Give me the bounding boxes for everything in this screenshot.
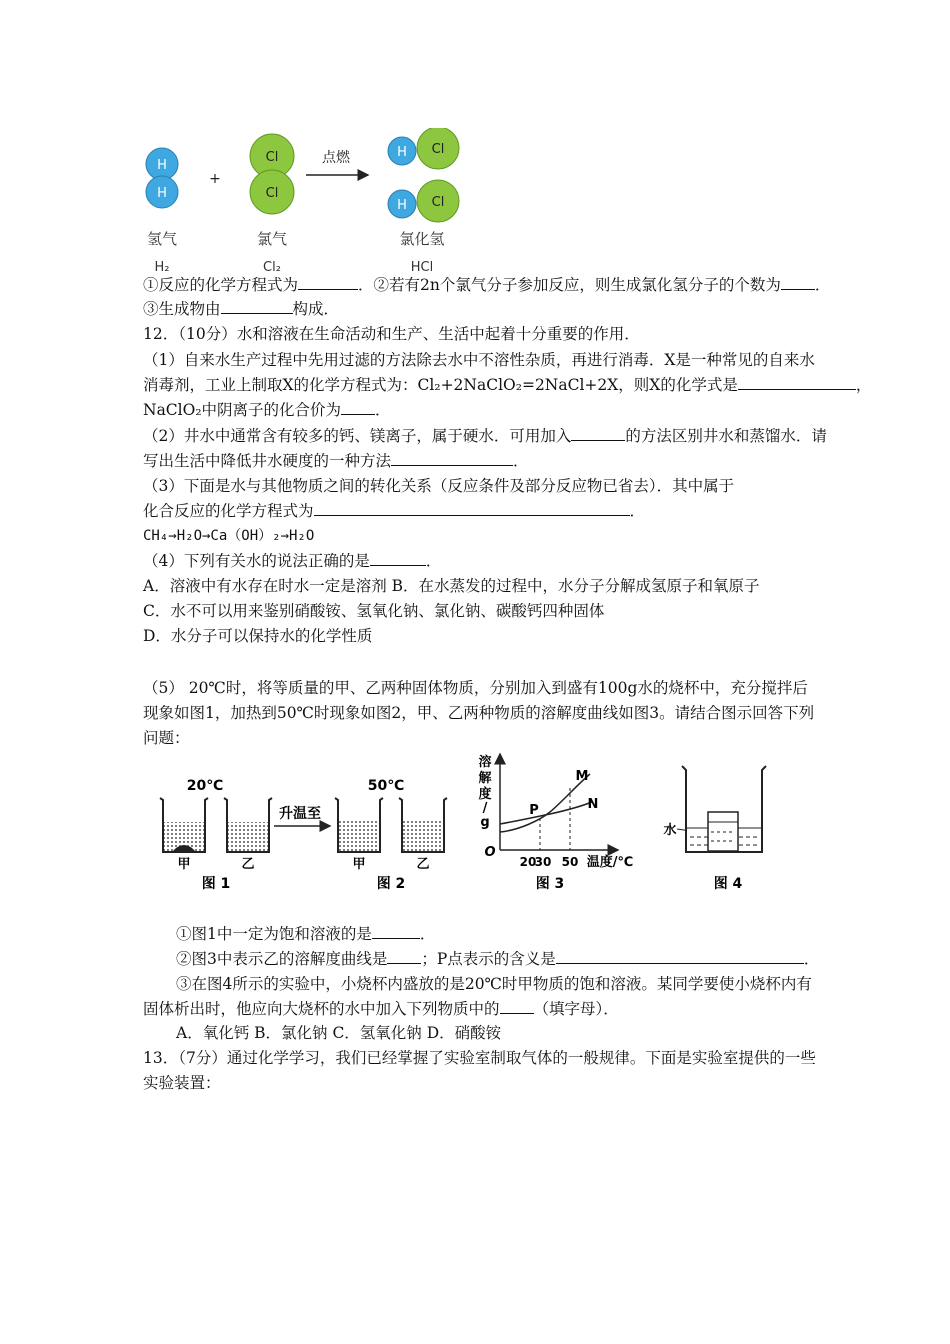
origin-label: O (484, 845, 496, 860)
x-tick-30: 30 (534, 855, 552, 869)
answer-blank[interactable] (298, 275, 358, 290)
answer-blank[interactable] (781, 275, 815, 290)
figure-4 (663, 766, 766, 892)
svg-text:溶: 溶 (478, 755, 492, 770)
q11-line-2: ③生成物由 构成． (143, 300, 340, 318)
fig2-label: 图 2 (376, 876, 406, 892)
answer-blank[interactable] (387, 949, 421, 964)
q12-p5-sub3-options: A．氧化钙 B．氯化钠 C．氢氧化钠 D．硝酸铵 (176, 1024, 502, 1042)
q13-line-2: 实验装置： (143, 1074, 221, 1092)
curve-N-label: N (587, 797, 599, 812)
fig1-label: 图 1 (201, 876, 231, 892)
h-atom-label: H (157, 186, 167, 201)
h-atom-label: H (397, 198, 407, 213)
jia-label: 甲 (352, 857, 366, 872)
figure-1 (160, 778, 272, 892)
figure-2 (335, 778, 447, 892)
q13-line-1: 13．（7分）通过化学学习，我们已经掌握了实验室制取气体的一般规律。下面是实验室提供的一些 (143, 1049, 816, 1067)
hcl-molecule (388, 128, 459, 169)
answer-blank[interactable] (341, 400, 375, 415)
x-tick-50: 50 (561, 855, 579, 869)
q12-p1-line-1: （1）自来水生产过程中先用过滤的方法除去水中不溶性杂质，再进行消毒．X是一种常见的自来水 (143, 351, 815, 369)
q12-p1-line-2: 消毒剂，工业上制取X的化学方程式为：Cl₂+2NaClO₂=2NaCl+2X，则X的化学式是 ， (143, 376, 872, 394)
hydrogen-formula: H₂ (154, 260, 170, 275)
hydrogen-name: 氢气 (146, 230, 178, 248)
molecule-reaction-figure (140, 128, 480, 276)
q12-p4-options-ab: A．溶液中有水存在时水一定是溶剂 B．在水蒸发的过程中，水分子分解成氢原子和氧原子 (143, 577, 760, 595)
x-tick-20: 20 (519, 855, 537, 869)
cl-atom-label: Cl (431, 142, 445, 157)
figure-3-solubility-chart (478, 754, 633, 892)
hcl-molecule (388, 180, 459, 222)
q12-p5-sub3-line-1: ③在图4所示的实验中，小烧杯内盛放的是20℃时甲物质的饱和溶液。某同学要使小烧杯内有 (176, 975, 812, 993)
answer-blank[interactable] (372, 924, 420, 939)
q12-p4-question: （4）下列有关水的说法正确的是 ． (143, 552, 442, 570)
chlorine-formula: Cl₂ (263, 260, 281, 275)
answer-blank[interactable] (556, 949, 804, 964)
beaker-yi-20 (224, 798, 272, 852)
chlorine-molecule (250, 134, 294, 214)
yi-label: 乙 (416, 857, 430, 872)
cl-atom-label: Cl (265, 150, 279, 165)
hcl-formula: HCl (410, 260, 434, 275)
point-P-label: P (529, 803, 539, 818)
plus-sign: + (209, 171, 221, 187)
q12-p5-sub2: ②图3中表示乙的溶解度曲线是 ；P点表示的含义是 ． (176, 950, 820, 968)
small-beaker (708, 812, 738, 851)
ignite-label: 点燃 (322, 150, 350, 166)
yi-label: 乙 (241, 857, 255, 872)
beaker-yi-50 (399, 798, 447, 852)
temp-20-label: 20℃ (186, 778, 224, 794)
answer-blank[interactable] (738, 375, 856, 390)
answer-blank[interactable] (571, 426, 625, 441)
q12-p2-line-2: 写出生活中降低井水硬度的一种方法 ． (143, 452, 529, 470)
q12-p5-line-2: 现象如图1，加热到50℃时现象如图2，甲、乙两种物质的溶解度曲线如图3。请结合图示回答下列 (143, 704, 815, 722)
svg-text:度: 度 (478, 787, 492, 802)
cl-atom-label: Cl (265, 186, 279, 201)
hcl-name: 氯化氢 (399, 230, 445, 248)
q12-p5-line-1: （5） 20℃时，将等质量的甲、乙两种固体物质，分别加入到盛有100g水的烧杯中，充分搅拌后 (143, 679, 808, 697)
cl-atom-label: Cl (431, 195, 445, 210)
heat-to-label: 升温至 (279, 806, 321, 822)
q12-p3-line-1: （3）下面是水与其他物质之间的转化关系（反应条件及部分反应物已省去）．其中属于 (143, 477, 735, 495)
fig4-label: 图 4 (713, 876, 743, 892)
h-atom-label: H (157, 158, 167, 173)
svg-text:g: g (480, 815, 490, 830)
q12-p3-chain: CH₄→H₂O→Ca（OH）₂→H₂O (143, 528, 315, 544)
chlorine-name: 氯气 (256, 230, 288, 248)
q12-title: 12．（10分）水和溶液在生命活动和生产、生活中起着十分重要的作用． (143, 325, 640, 343)
answer-blank[interactable] (221, 299, 293, 314)
beaker-jia-20 (160, 798, 208, 852)
q12-p4-option-d: D．水分子可以保持水的化学性质 (143, 627, 373, 645)
q12-p3-line-2: 化合反应的化学方程式为 ． (143, 502, 646, 520)
chart-ylabel (478, 754, 492, 830)
answer-blank[interactable] (500, 999, 534, 1014)
q12-p1-line-3: NaClO₂中阴离子的化合价为 ． (143, 401, 391, 419)
curve-N (500, 802, 592, 824)
q12-p4-option-c: C．水不可以用来鉴别硝酸铵、氢氧化钠、氯化钠、碳酸钙四种固体 (143, 602, 605, 620)
q12-p5-sub3-line-2: 固体析出时，他应向大烧杯的水中加入下列物质中的 （填字母）． (143, 1000, 619, 1018)
h-atom-label: H (397, 145, 407, 160)
water-label: 水 (663, 823, 677, 838)
jia-label: 甲 (177, 857, 191, 872)
curve-M-label: M (575, 769, 589, 784)
q12-p2-line-1: （2）井水中通常含有较多的钙、镁离子，属于硬水．可用加入 的方法区别井水和蒸馏水．请 (143, 427, 827, 445)
temp-50-label: 50℃ (367, 778, 405, 794)
answer-blank[interactable] (370, 551, 426, 566)
q12-p5-sub1: ①图1中一定为饱和溶液的是 ． (176, 925, 436, 943)
q12-p5-line-3: 问题： (143, 729, 190, 747)
fig3-label: 图 3 (535, 876, 565, 892)
q11-line-1: ①反应的化学方程式为 ．②若有2n个氯气分子参加反应，则生成氯化氢分子的个数为 ． (143, 276, 831, 294)
svg-text:/: / (482, 801, 488, 816)
hydrogen-molecule (146, 148, 178, 208)
svg-text:解: 解 (478, 771, 492, 786)
answer-blank[interactable] (314, 501, 630, 516)
solubility-figures (150, 752, 790, 897)
x-axis-label: 温度/℃ (586, 855, 634, 870)
beaker-jia-50 (335, 798, 383, 852)
answer-blank[interactable] (391, 451, 513, 466)
